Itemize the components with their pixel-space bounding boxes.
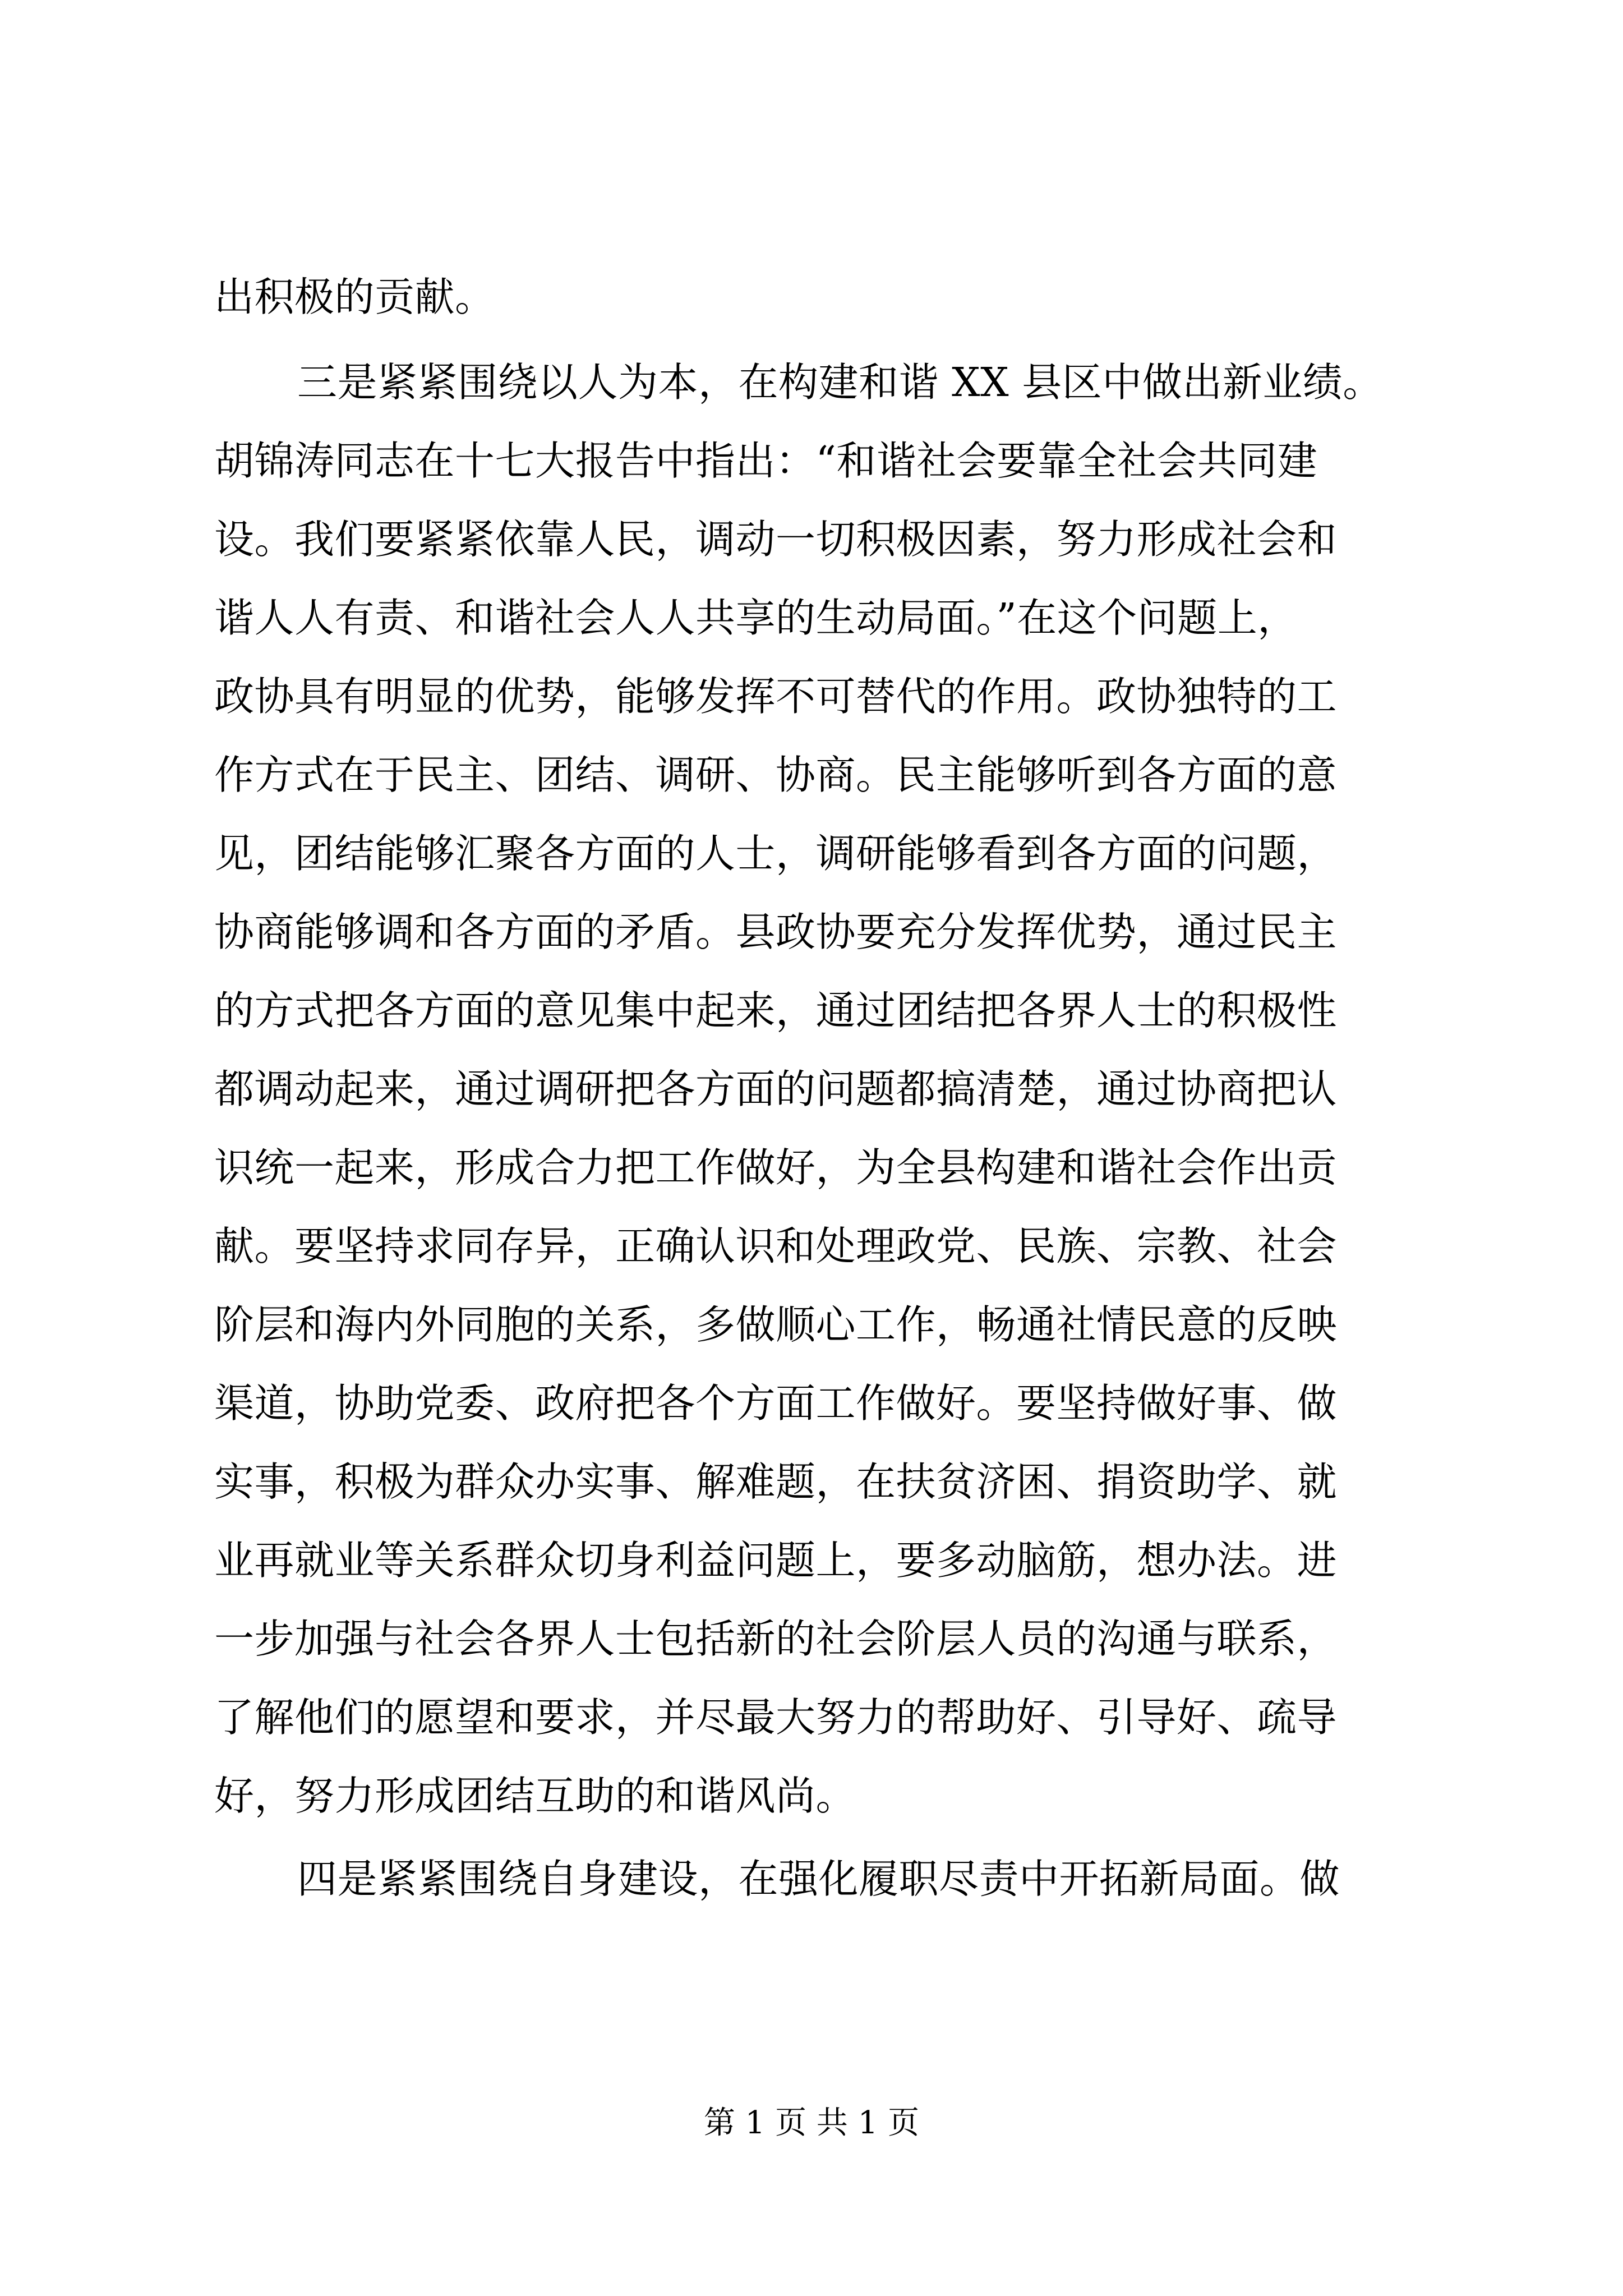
text-line: 作方式在于民主、团结、调研、协商。民主能够听到各方面的意 xyxy=(214,752,1338,798)
text-line: 一步加强与社会各界人士包括新的社会阶层人员的沟通与联系， xyxy=(214,1616,1338,1662)
text-line: 识统一起来，形成合力把工作做好，为全县构建和谐社会作出贡 xyxy=(214,1144,1338,1191)
text-line: 出积极的贡献。 xyxy=(214,274,495,320)
text-line: 阶层和海内外同胞的关系，多做顺心工作，畅通社情民意的反映 xyxy=(214,1301,1338,1348)
text-line: 的方式把各方面的意见集中起来，通过团结把各界人士的积极性 xyxy=(214,987,1338,1034)
text-line: 实事，积极为群众办实事、解难题，在扶贫济困、捐资助学、就 xyxy=(214,1458,1338,1505)
text-line: 都调动起来，通过调研把各方面的问题都搞清楚，通过协商把认 xyxy=(214,1066,1338,1112)
text-line: 献。要坚持求同存异，正确认识和处理政党、民族、宗教、社会 xyxy=(214,1223,1338,1269)
text-line: 协商能够调和各方面的矛盾。县政协要充分发挥优势，通过民主 xyxy=(214,909,1338,955)
text-line: 渠道，协助党委、政府把各个方面工作做好。要坚持做好事、做 xyxy=(214,1380,1338,1427)
text-line: 见，团结能够汇聚各方面的人士，调研能够看到各方面的问题， xyxy=(214,830,1338,877)
text-line: 业再就业等关系群众切身利益问题上，要多动脑筋，想办法。进 xyxy=(214,1537,1338,1584)
text-line: 政协具有明显的优势，能够发挥不可替代的作用。政协独特的工 xyxy=(214,673,1338,720)
text-line: 三是紧紧围绕以人为本，在构建和谐 XX 县区中做出新业绩。 xyxy=(297,359,1383,406)
page-footer: 第 1 页 共 1 页 xyxy=(703,2105,920,2141)
text-line: 谐人人有责、和谐社会人人共享的生动局面。”在这个问题上， xyxy=(214,595,1298,641)
text-line: 四是紧紧围绕自身建设，在强化履职尽责中开拓新局面。做 xyxy=(297,1856,1340,1902)
text-line: 胡锦涛同志在十七大报告中指出：“和谐社会要靠全社会共同建 xyxy=(214,438,1318,484)
text-line: 设。我们要紧紧依靠人民，调动一切积极因素，努力形成社会和 xyxy=(214,516,1338,563)
text-line: 好，努力形成团结互助的和谐风尚。 xyxy=(214,1773,856,1819)
text-line: 了解他们的愿望和要求，并尽最大努力的帮助好、引导好、疏导 xyxy=(214,1694,1338,1741)
